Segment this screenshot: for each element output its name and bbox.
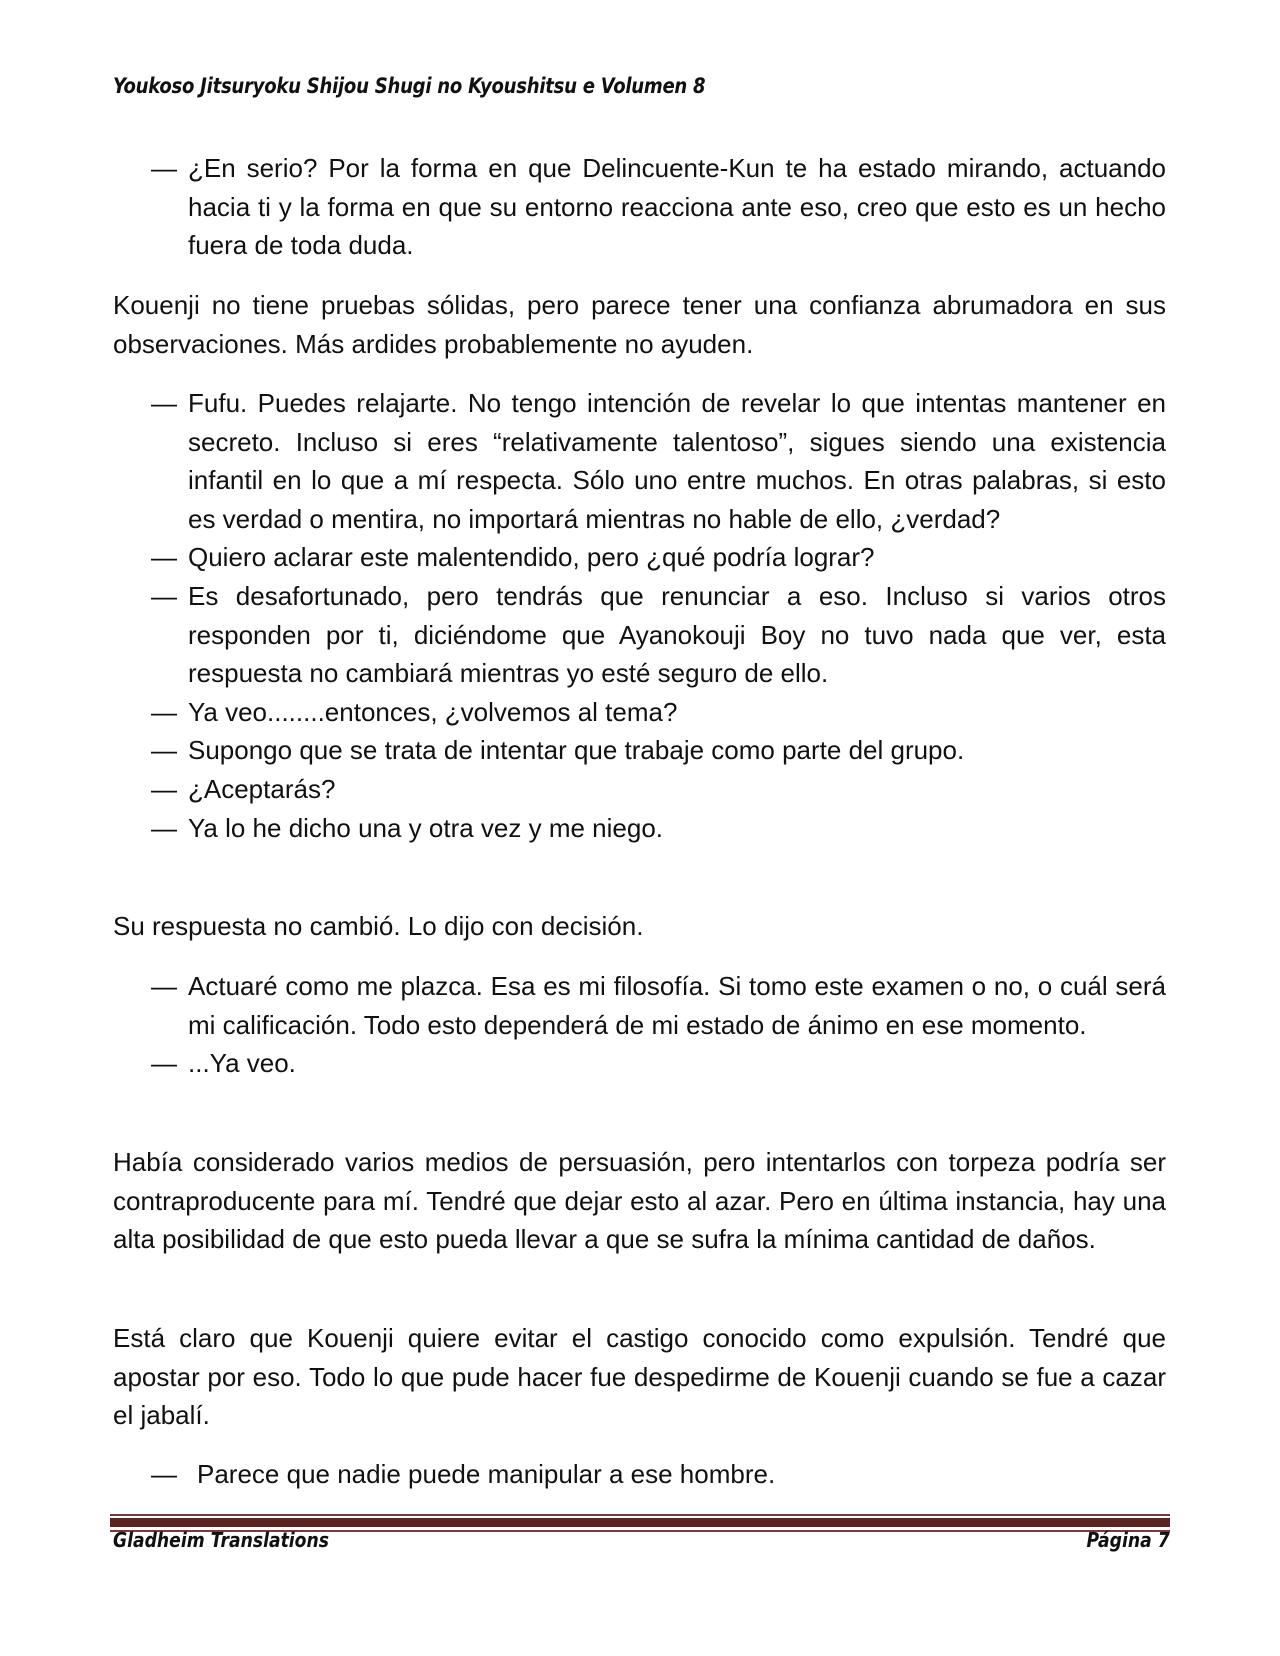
dash: — (151, 773, 177, 804)
running-header: Youkoso Jitsuryoku Shijou Shugi no Kyoushitsu e Volumen 8 (113, 74, 706, 98)
dialogue-line: — Quiero aclarar este malentendido, pero ¿qué podría lograr? (113, 538, 1166, 577)
dialogue-line: — ...Ya veo. (113, 1044, 1166, 1083)
footer-rule (110, 1516, 1170, 1527)
dash: — (151, 696, 177, 727)
dialogue-line: — Supongo que se trata de intentar que trabaje como parte del grupo. (113, 731, 1166, 770)
dialogue-line: — Ya veo........entonces, ¿volvemos al tema? (113, 693, 1166, 732)
dash: — (151, 542, 177, 573)
dash: — (151, 153, 177, 183)
dialogue-line: — ¿Aceptarás? (113, 770, 1166, 809)
dialogue-block (113, 1455, 1166, 1494)
dialogue-line: — ¿En serio? Por la forma en que Delincuente-Kun te ha estado mirando, actuando hacia ti y la forma en que su entorno reacciona ante eso, creo que esto es un hecho fuera de toda duda. (113, 149, 1166, 265)
dash: — (151, 812, 177, 843)
narration-paragraph: Kouenji no tiene pruebas sólidas, pero parece tener una confianza abrumadora en sus observaciones. Más ardides probablemente no ayuden. (113, 290, 1166, 359)
narration-paragraph: Había considerado varios medios de persuasión, pero intentarlos con torpeza podría ser contraproducente para mí. Tendré que dejar esto al azar. Pero en última instancia, hay una alta posibilidad de que esto pueda llevar a que se sufra la mínima cantidad de daños. (113, 1147, 1166, 1255)
dialogue-block (113, 384, 1166, 847)
dialogue-line: — Ya lo he dicho una y otra vez y me niego. (113, 809, 1166, 848)
page-number: Página 7 (1086, 1528, 1170, 1552)
dash: — (151, 580, 177, 611)
dash: — (151, 735, 177, 766)
dash: — (151, 1048, 177, 1079)
narration-paragraph: Su respuesta no cambió. Lo dijo con decisión. (113, 911, 644, 941)
narration-paragraph: Está claro que Kouenji quiere evitar el castigo conocido como expulsión. Tendré que apostar por eso. Todo lo que pude hacer fue despedirme de Kouenji cuando se fue a cazar el jabalí. (113, 1323, 1166, 1431)
dash: — (151, 388, 177, 418)
dialogue-block (113, 149, 1166, 265)
dialogue-line: — Es desafortunado, pero tendrás que renunciar a eso. Incluso si varios otros responden por ti, diciéndome que Ayanokouji Boy no tuvo nada que ver, esta respuesta no cambiará mientras yo esté seguro de ello. (113, 577, 1166, 693)
dialogue-line: — Fufu. Puedes relajarte. No tengo intención de revelar lo que intentas mantener en secreto. Incluso si eres “relativamente talentoso”, sigues siendo una existencia infantil en lo que a mí respecta. Sólo uno entre muchos. En otras palabras, si esto es verdad o mentira, no importará mientras no hable de ello, ¿verdad? (113, 384, 1166, 538)
dialogue-block (113, 967, 1166, 1083)
dash: — (151, 971, 177, 1001)
dash: — (151, 1459, 177, 1489)
dialogue-line: — Actuaré como me plazca. Esa es mi filosofía. Si tomo este examen o no, o cuál será mi calificación. Todo esto dependerá de mi estado de ánimo en ese momento. (113, 967, 1166, 1044)
dialogue-line: — Parece que nadie puede manipular a ese hombre. (113, 1455, 1166, 1494)
footer-credit: Gladheim Translations (113, 1528, 329, 1552)
